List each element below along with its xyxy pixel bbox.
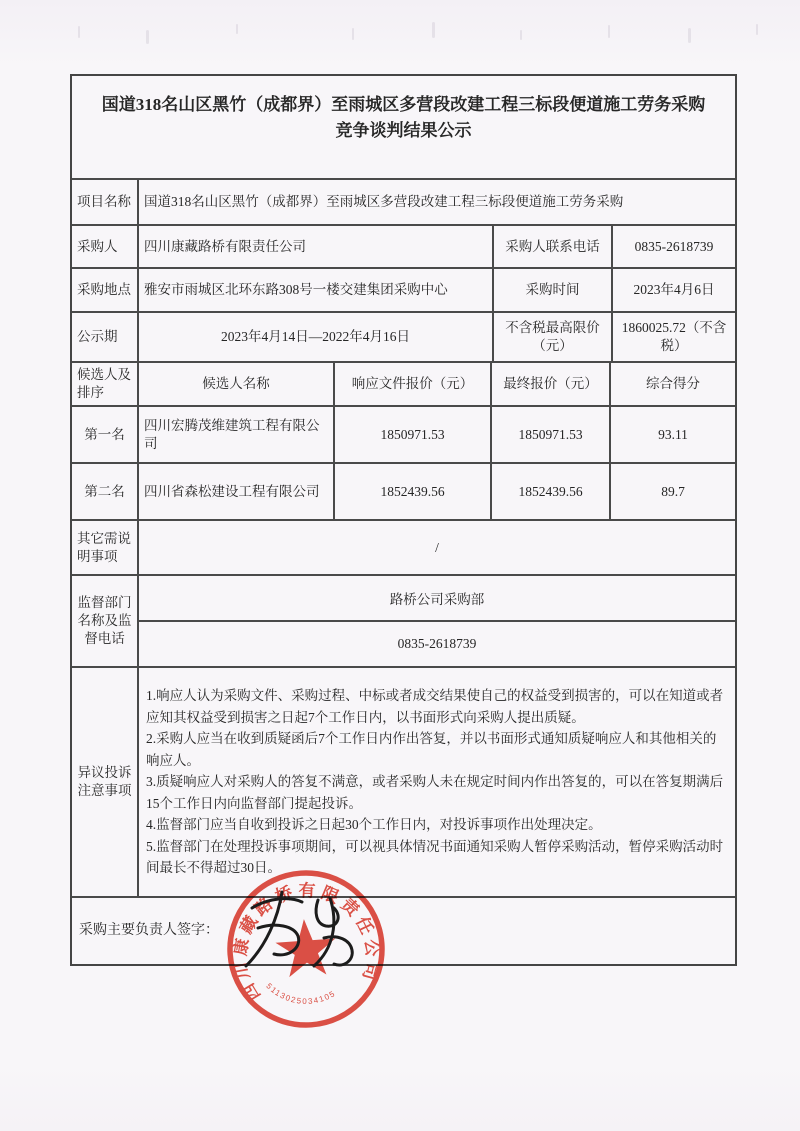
scan-noise [756, 24, 758, 35]
candidate-rank-header: 候选人及排序 [72, 363, 139, 405]
location-row [72, 269, 735, 313]
objection-row [72, 668, 735, 898]
objection-item-1: 1.响应人认为采购文件、采购过程、中标或者成交结果使自己的权益受到损害的，可以在知道或者应知其权益受到损害之日起7个工作日内，以书面形式向采购人提出质疑。 [146, 688, 724, 725]
candidate-2-rank: 第二名 [72, 464, 139, 519]
candidate-2-doc-price: 1852439.56 [335, 464, 492, 519]
project-name-row [72, 180, 735, 226]
candidate-header-row [72, 363, 735, 407]
candidate-row-2 [72, 464, 735, 521]
maxprice-label: 不含税最高限价（元） [494, 313, 613, 361]
candidate-score-header: 综合得分 [646, 376, 700, 391]
time-value: 2023年4月6日 [633, 282, 715, 297]
document-title-type: 竞争谈判结果公示 [335, 121, 472, 140]
time-label: 采购时间 [494, 269, 613, 311]
purchaser-value: 四川康藏路桥有限责任公司 [139, 226, 494, 267]
purchaser-phone-label: 采购人联系电话 [494, 226, 613, 267]
candidate-2-score: 89.7 [661, 483, 685, 499]
other-notes-row [72, 521, 735, 576]
supervision-row [72, 576, 735, 668]
publicity-value: 2023年4月14日—2022年4月16日 [139, 313, 494, 361]
purchaser-row [72, 226, 735, 269]
objection-label: 异议投诉注意事项 [72, 668, 139, 896]
scan-noise [78, 26, 80, 38]
objection-items [139, 668, 735, 896]
candidate-1-doc-price: 1850971.53 [335, 407, 492, 462]
scan-noise [688, 28, 691, 43]
candidate-1-rank: 第一名 [72, 407, 139, 462]
signature-label: 采购主要负责人签字： [79, 923, 219, 938]
handwritten-signature [238, 884, 368, 984]
handwritten-signature-svg [238, 884, 368, 984]
supervision-label: 监督部门名称及监督电话 [72, 576, 139, 666]
candidate-1-score: 93.11 [658, 426, 688, 442]
candidate-2-final-price: 1852439.56 [492, 464, 611, 519]
other-notes-value: / [435, 539, 439, 555]
maxprice-value: 1860025.72（不含税） [621, 320, 727, 353]
objection-item-4: 4.监督部门应当自收到投诉之日起30个工作日内，对投诉事项作出处理决定。 [146, 817, 602, 833]
result-announcement-table [70, 74, 737, 966]
candidate-1-final-price: 1850971.53 [492, 407, 611, 462]
document-title-project: 国道318名山区黑竹（成都界）至雨城区多营段改建工程三标段便道施工劳务采购 [101, 95, 706, 114]
publicity-row [72, 313, 735, 363]
scan-noise [352, 28, 354, 40]
candidate-1-name: 四川宏腾茂维建筑工程有限公司 [139, 407, 335, 462]
objection-item-5: 5.监督部门在处理投诉事项期间，可以视具体情况书面通知采购人暂停采购活动，暂停采购活动时间最长不得超过30日。 [146, 838, 724, 876]
title-row [72, 76, 735, 180]
seal-serial-text: 5113025034105 [264, 981, 338, 1006]
scan-noise [432, 22, 435, 38]
candidate-row-1 [72, 407, 735, 464]
purchaser-phone-value: 0835-2618739 [634, 238, 714, 254]
project-name-label: 项目名称 [72, 180, 139, 224]
candidate-final-price-header: 最终报价（元） [492, 363, 611, 405]
supervision-department: 路桥公司采购部 [139, 576, 735, 622]
scan-noise [236, 24, 238, 34]
objection-item-3: 3.质疑响应人对采购人的答复不满意，或者采购人未在规定时间内作出答复的，可以在答复期满后15个工作日内向监督部门提起投诉。 [146, 774, 724, 811]
location-label: 采购地点 [72, 269, 139, 311]
purchaser-label: 采购人 [72, 226, 139, 267]
objection-item-2: 2.采购人应当在收到质疑函后7个工作日内作出答复，并以书面形式通知质疑响应人和其他相关的响应人。 [146, 731, 717, 768]
document-title [72, 76, 735, 178]
scan-noise [520, 30, 522, 40]
seal-company-text: 四川康藏路桥有限责任公司 [230, 880, 383, 1005]
candidate-name-header: 候选人名称 [139, 363, 335, 405]
supervision-values [139, 576, 735, 666]
location-value: 雅安市雨城区北环东路308号一楼交建集团采购中心 [139, 269, 494, 311]
scan-noise [146, 30, 149, 44]
scan-noise [608, 25, 610, 38]
publicity-label: 公示期 [72, 313, 139, 361]
candidate-doc-price-header: 响应文件报价（元） [335, 363, 492, 405]
project-name-value: 国道318名山区黑竹（成都界）至雨城区多营段改建工程三标段便道施工劳务采购 [144, 194, 624, 209]
supervision-phone: 0835-2618739 [397, 636, 477, 651]
signature-row [72, 898, 735, 964]
candidate-2-name: 四川省森松建设工程有限公司 [139, 464, 335, 519]
other-notes-label: 其它需说明事项 [72, 521, 139, 574]
